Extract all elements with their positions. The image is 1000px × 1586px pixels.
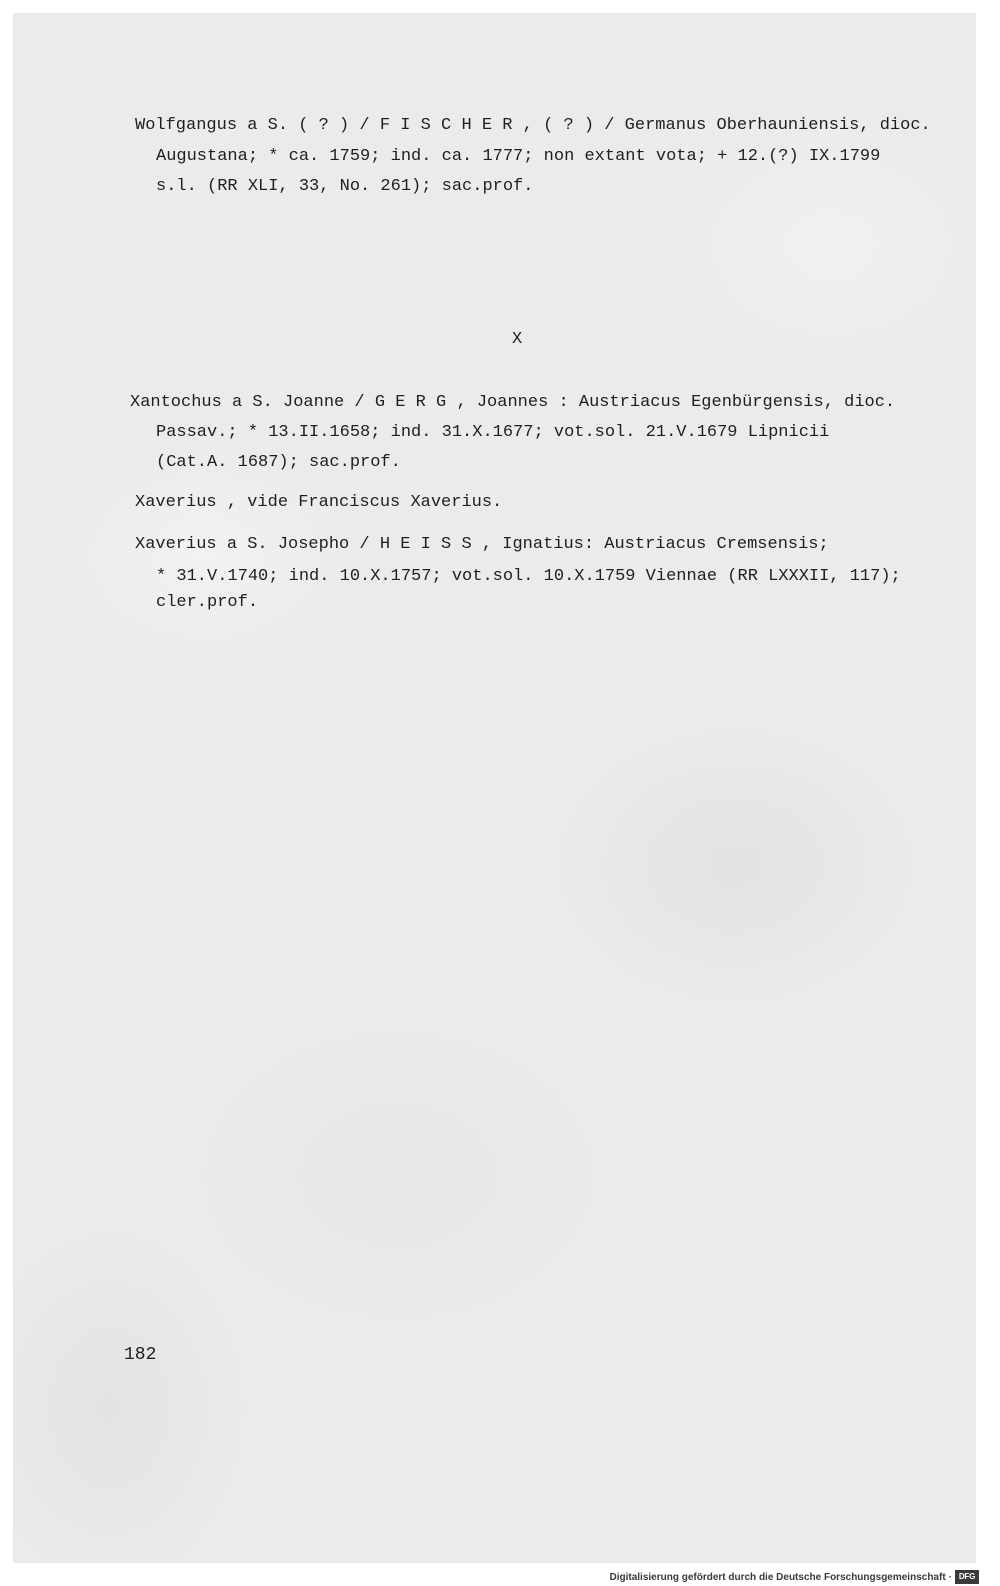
entry-wolfgangus-line-1: Wolfgangus a S. ( ? ) / F I S C H E R , ( ? ) / Germanus Oberhauniensis, dioc. xyxy=(135,116,931,135)
section-heading: X xyxy=(512,330,523,349)
footer-separator: · xyxy=(948,1571,952,1583)
entry-xaverius-line-2: * 31.V.1740; ind. 10.X.1757; vot.sol. 10.X.1759 Viennae (RR LXXXII, 117); xyxy=(156,567,901,586)
entry-wolfgangus-line-3: s.l. (RR XLI, 33, No. 261); sac.prof. xyxy=(156,177,534,196)
page-number: 182 xyxy=(124,1345,157,1365)
entry-xantochus-line-2: Passav.; * 13.II.1658; ind. 31.X.1677; vot.sol. 21.V.1679 Lipnicii xyxy=(156,423,830,442)
entry-xantochus-line-3: (Cat.A. 1687); sac.prof. xyxy=(156,453,401,472)
dfg-logo: DFG xyxy=(955,1570,979,1584)
entry-wolfgangus-line-2: Augustana; * ca. 1759; ind. ca. 1777; non extant vota; + 12.(?) IX.1799 xyxy=(156,147,881,166)
entry-xaverius-cross-reference: Xaverius , vide Franciscus Xaverius. xyxy=(135,493,503,512)
entry-xaverius-line-1: Xaverius a S. Josepho / H E I S S , Ignatius: Austriacus Cremsensis; xyxy=(135,535,829,554)
entry-xaverius-line-3: cler.prof. xyxy=(156,593,259,612)
digitization-footer xyxy=(609,1569,979,1585)
scanned-page xyxy=(13,13,976,1563)
footer-credit-text: Digitalisierung gefördert durch die Deutsche Forschungsgemeinschaft xyxy=(609,1571,946,1583)
entry-xantochus-line-1: Xantochus a S. Joanne / G E R G , Joannes : Austriacus Egenbürgensis, dioc. xyxy=(130,393,896,412)
